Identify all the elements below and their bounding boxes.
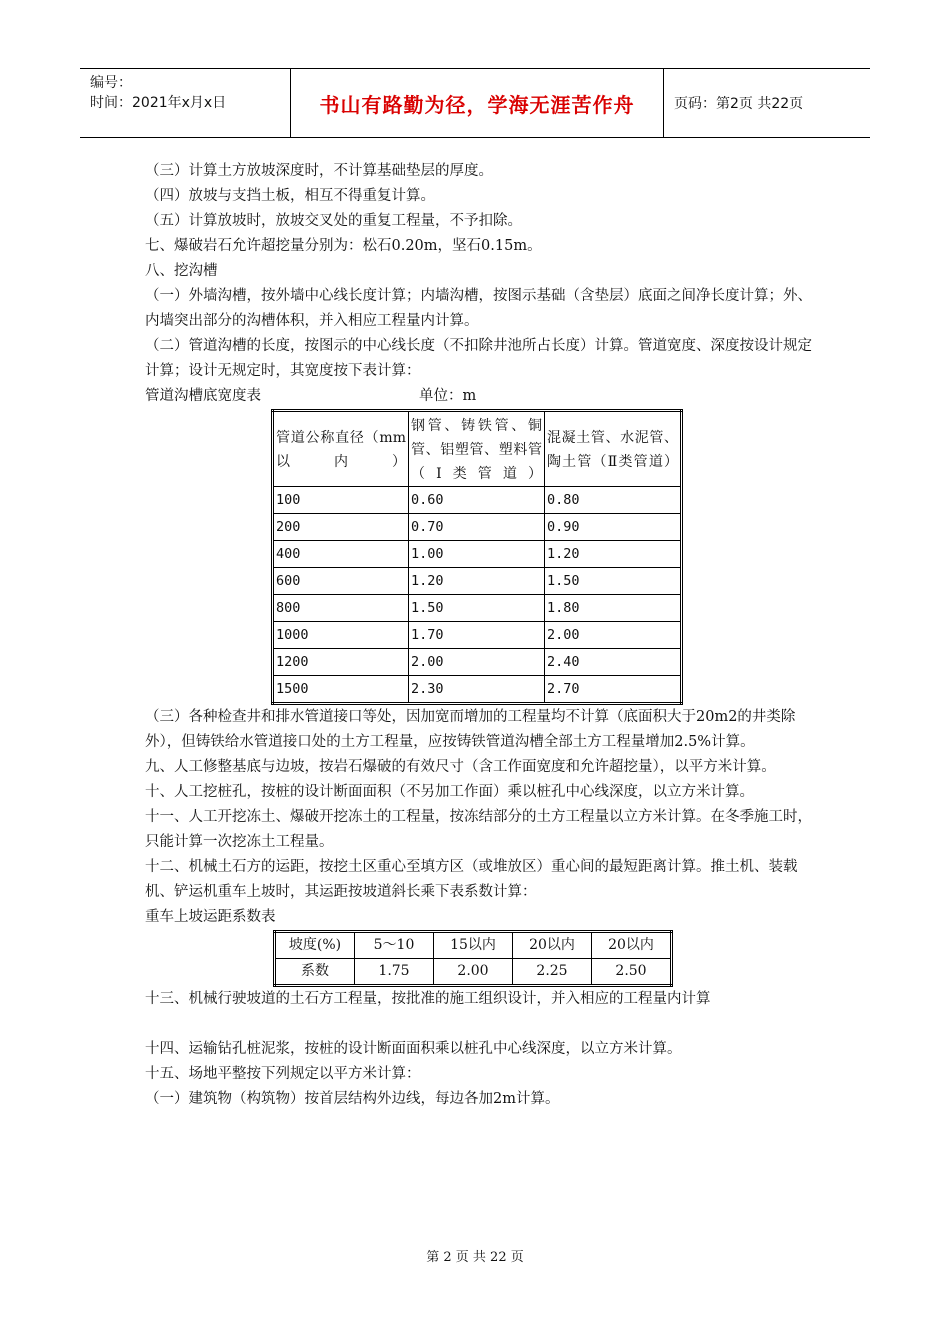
table-row	[273, 622, 682, 649]
table-cell: 2.30	[409, 676, 545, 704]
table-cell: 1.75	[355, 959, 434, 986]
table-cell: 2.25	[513, 959, 592, 986]
table-cell: 1.50	[545, 568, 682, 595]
table-cell: 0.70	[409, 514, 545, 541]
table1-unit: 单位：m	[419, 388, 477, 404]
paragraph: （一）外墙沟槽，按外墙中心线长度计算；内墙沟槽，按图示基础（含垫层）底面之间净长度计算；外、内墙突出部分的沟槽体积，并入相应工程量内计算。	[145, 288, 812, 329]
table-cell: 1200	[273, 649, 409, 676]
table-row	[275, 959, 672, 986]
table-cell: 1.00	[409, 541, 545, 568]
header-number: 编号：	[90, 75, 132, 91]
uphill-coefficient-table	[273, 930, 673, 987]
paragraph: （二）管道沟槽的长度，按图示的中心线长度（不扣除井池所占长度）计算。管道宽度、深度按设计规定计算；设计无规定时，其宽度按下表计算：	[145, 338, 812, 379]
table-row	[273, 487, 682, 514]
paragraph: 七、爆破岩石允许超挖量分别为：松石0.20m，坚石0.15m。	[145, 238, 542, 254]
table-cell: 100	[273, 487, 409, 514]
table-cell: 600	[273, 568, 409, 595]
table-cell: 1.80	[545, 595, 682, 622]
paragraph: （四）放坡与支挡土板，相互不得重复计算。	[145, 188, 435, 204]
table1-caption: 管道沟槽底宽度表	[145, 388, 261, 404]
table-cell: 系数	[275, 959, 355, 986]
paragraph: （一）建筑物（构筑物）按首层结构外边线，每边各加2m计算。	[145, 1091, 560, 1107]
table-row	[273, 568, 682, 595]
paragraph: 十、人工挖桩孔，按桩的设计断面面积（不另加工作面）乘以桩孔中心线深度，以立方米计算。	[145, 784, 754, 800]
table-row	[273, 676, 682, 704]
paragraph: （三）各种检查井和排水管道接口等处，因加宽而增加的工程量均不计算（底面积大于20m2的井类除外），但铸铁给水管道接口处的土方工程量，应按铸铁管道沟槽全部土方工程量增加2.5%计算。	[145, 709, 796, 750]
paragraph: 十五、场地平整按下列规定以平方米计算：	[145, 1066, 421, 1082]
table-cell: 2.70	[545, 676, 682, 704]
table-cell: 2.00	[434, 959, 513, 986]
table1-caption-row	[145, 384, 817, 409]
table-cell: 2.00	[409, 649, 545, 676]
header-page-number: 页码：第2页 共22页	[674, 96, 804, 112]
page-header	[80, 68, 870, 138]
table-cell: 1500	[273, 676, 409, 704]
table-cell: 1.20	[409, 568, 545, 595]
table-cell: 5～10	[355, 932, 434, 959]
table-row	[273, 649, 682, 676]
page-footer: 第 2 页 共 22 页	[426, 1250, 524, 1265]
table-header-row	[273, 411, 682, 487]
blank-line	[145, 1012, 817, 1037]
table-row	[273, 514, 682, 541]
header-diameter: 管道公称直径（mm以内）	[273, 411, 409, 487]
paragraph: 十三、机械行驶坡道的土石方工程量，按批准的施工组织设计，并入相应的工程量内计算	[145, 991, 711, 1007]
paragraph: 十四、运输钻孔桩泥浆，按桩的设计断面面积乘以桩孔中心线深度，以立方米计算。	[145, 1041, 682, 1057]
table-cell: 1000	[273, 622, 409, 649]
table-cell: 0.80	[545, 487, 682, 514]
table-cell: 2.50	[592, 959, 672, 986]
paragraph: 十二、机械土石方的运距，按挖土区重心至填方区（或堆放区）重心间的最短距离计算。推土机、装载机、铲运机重车上坡时，其运距按坡道斜长乘下表系数计算：	[145, 859, 798, 900]
table-cell: 0.90	[545, 514, 682, 541]
header-class2: 混凝土管、水泥管、陶土管（Ⅱ类管道）	[545, 411, 682, 487]
document-body	[145, 159, 817, 1112]
table-cell: 2.40	[545, 649, 682, 676]
table-row	[275, 932, 672, 959]
paragraph: （三）计算土方放坡深度时，不计算基础垫层的厚度。	[145, 163, 493, 179]
table-cell: 2.00	[545, 622, 682, 649]
paragraph: 十一、人工开挖冻土、爆破开挖冻土的工程量，按冻结部分的土方工程量以立方米计算。在冬季施工时，只能计算一次挖冻土工程量。	[145, 809, 812, 850]
table-cell: 1.20	[545, 541, 682, 568]
table-cell: 20以内	[513, 932, 592, 959]
table-cell: 20以内	[592, 932, 672, 959]
table-cell: 400	[273, 541, 409, 568]
paragraph: 九、人工修整基底与边坡，按岩石爆破的有效尺寸（含工作面宽度和允许超挖量），以平方米计算。	[145, 759, 776, 775]
table-cell: 1.70	[409, 622, 545, 649]
header-time: 时间：2021年x月x日	[90, 95, 227, 111]
pipe-trench-width-table	[271, 409, 683, 705]
header-class1: 钢管、铸铁管、铜管、铝塑管、塑料管（Ⅰ类管道）	[409, 411, 545, 487]
header-motto: 书山有路勤为径，学海无涯苦作舟	[291, 69, 664, 137]
section-heading: 八、挖沟槽	[145, 263, 218, 279]
table-cell: 0.60	[409, 487, 545, 514]
table-row	[273, 595, 682, 622]
table-cell: 1.50	[409, 595, 545, 622]
table-cell: 坡度(%)	[275, 932, 355, 959]
table-row	[273, 541, 682, 568]
table-cell: 200	[273, 514, 409, 541]
header-meta	[80, 69, 291, 137]
table-cell: 15以内	[434, 932, 513, 959]
paragraph: （五）计算放坡时，放坡交叉处的重复工程量，不予扣除。	[145, 213, 522, 229]
table2-caption: 重车上坡运距系数表	[145, 909, 276, 925]
table-cell: 800	[273, 595, 409, 622]
